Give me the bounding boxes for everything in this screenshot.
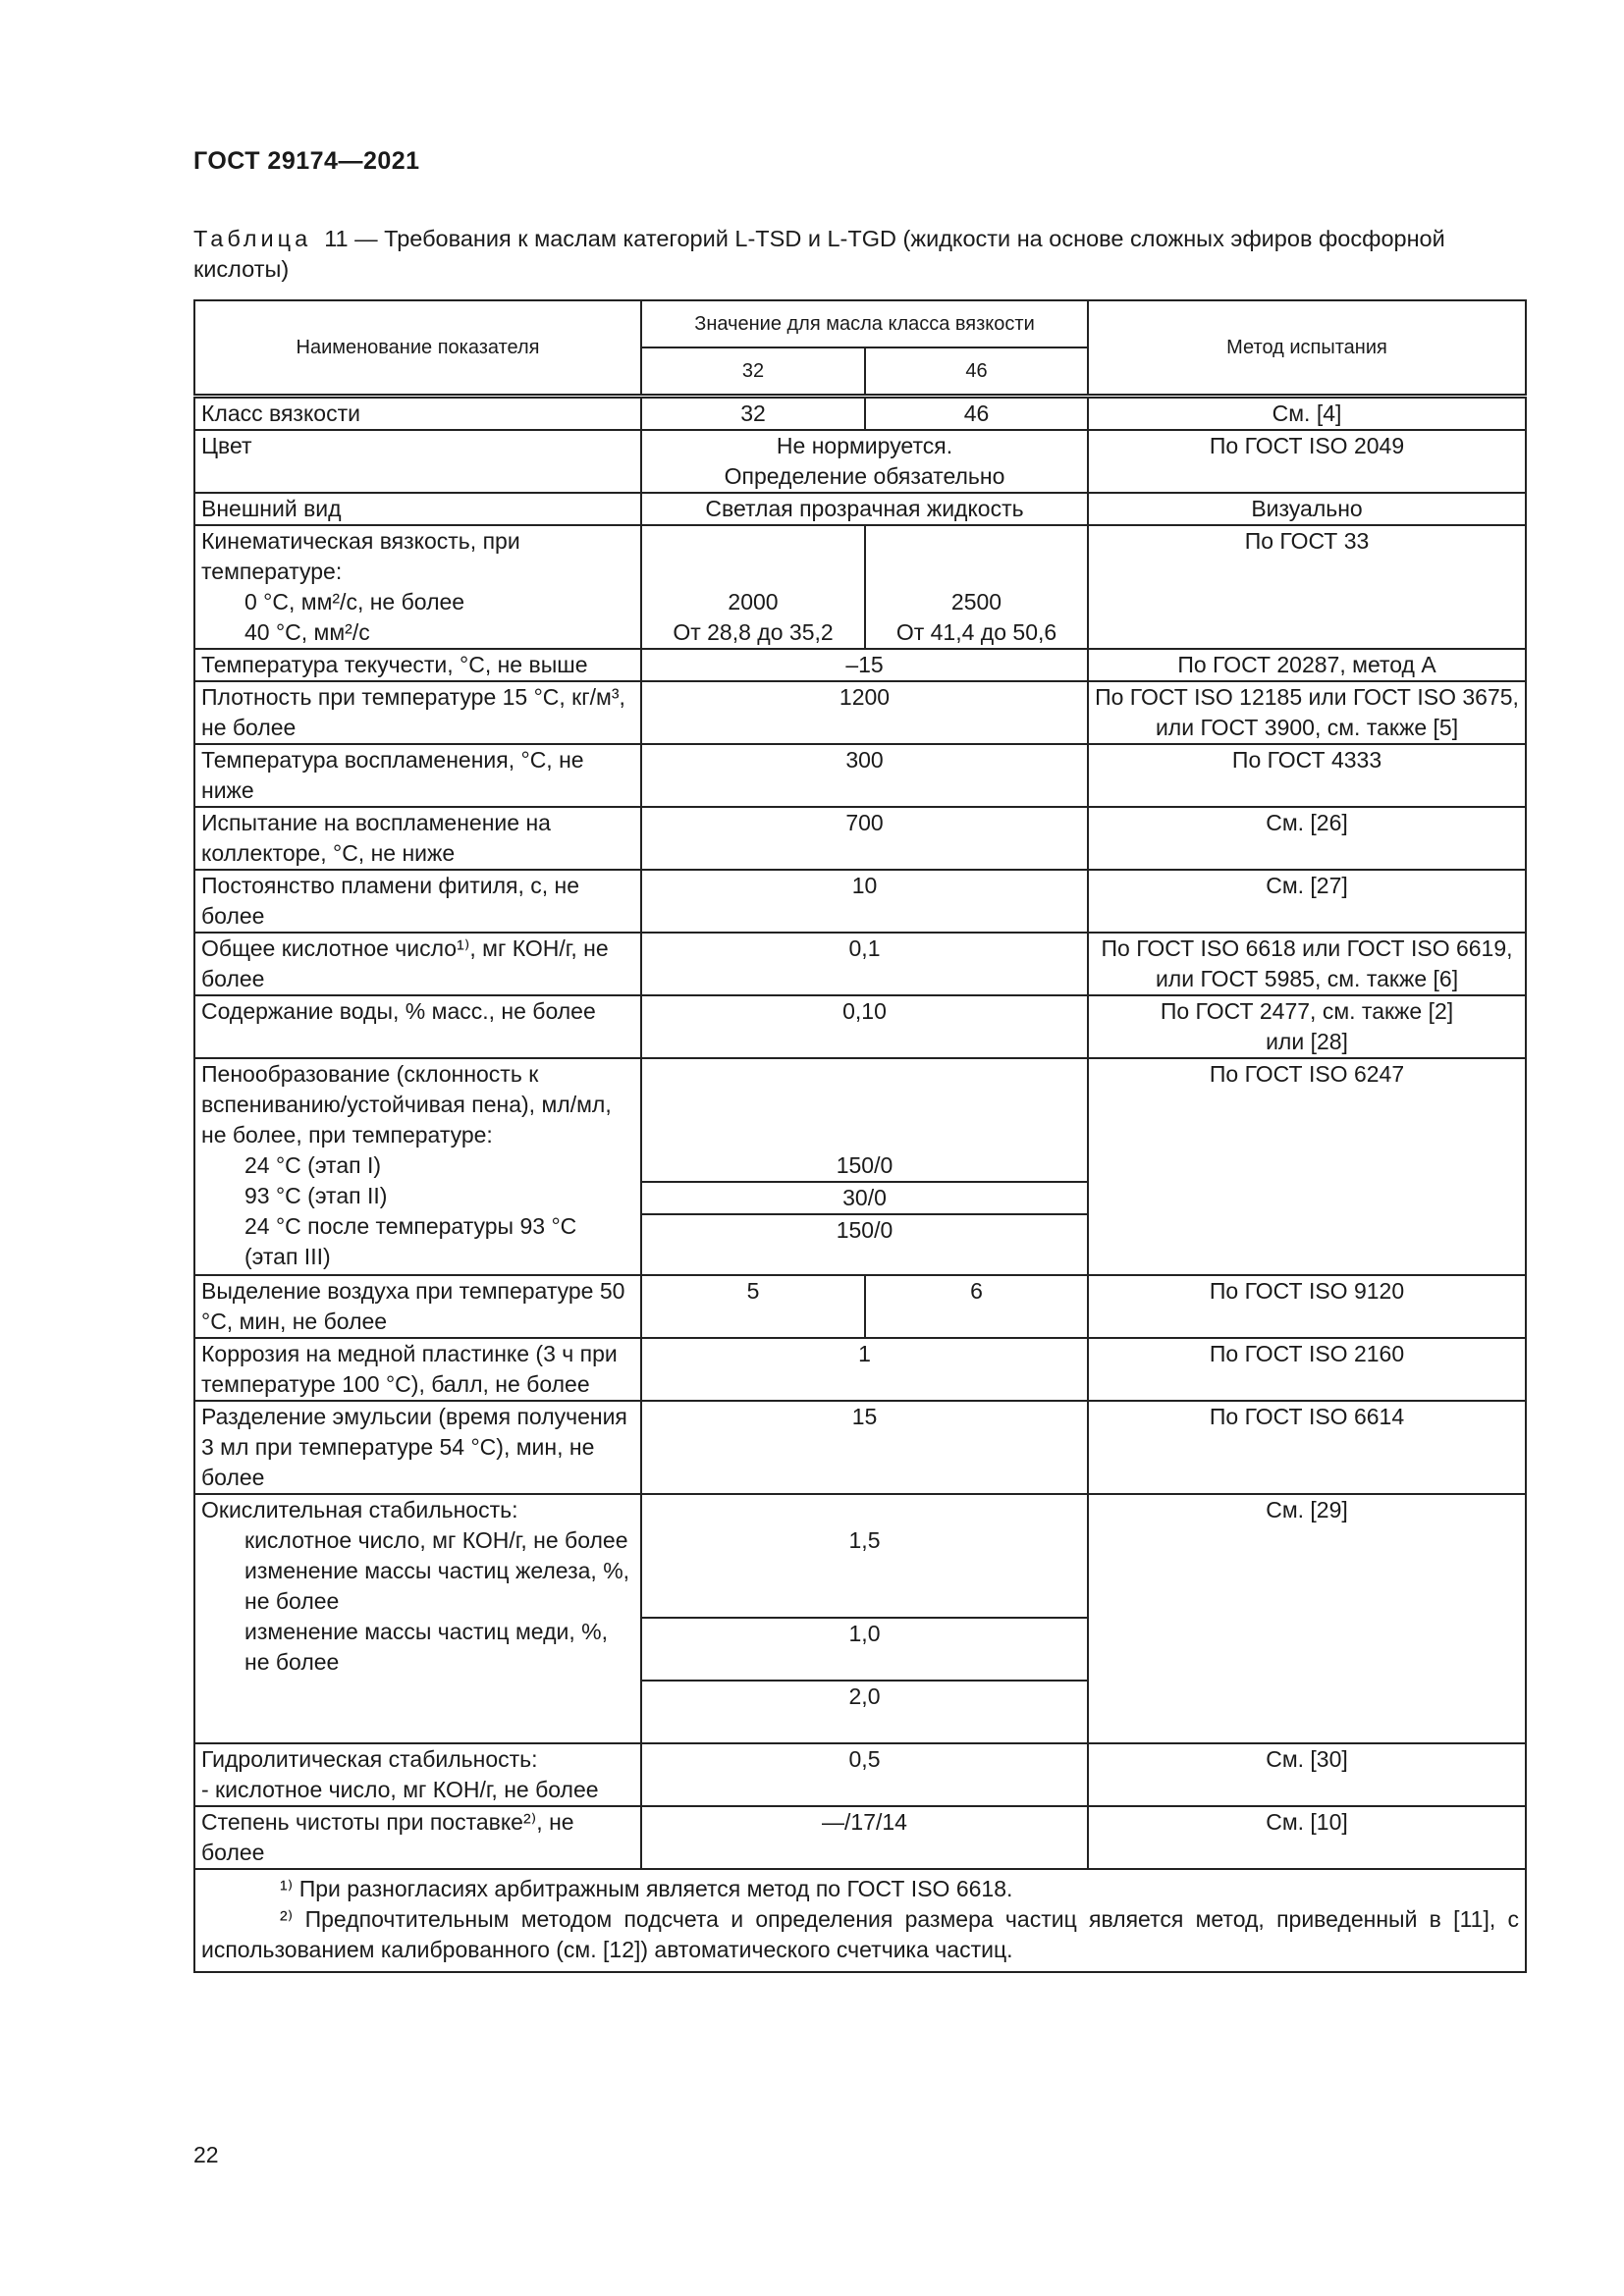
row-name (194, 525, 641, 649)
row-name: Постоянство пламени фитиля, с, не более (194, 870, 641, 933)
row-method: См. [29] (1088, 1494, 1526, 1743)
footnote-2: ²⁾ Предпочтительным методом подсчета и определения размера частиц является метод, приведенный в [11], с использованием калиброванного (см. [12]) автоматического счетчика частиц. (201, 1906, 1520, 1962)
row-sublabel: 93 °C (этап II) (244, 1183, 388, 1208)
row-method: По ГОСТ 33 (1088, 525, 1526, 649)
row-name: Коррозия на медной пластинке (3 ч при температуре 100 °C), балл, не более (194, 1338, 641, 1401)
row-sublabel: изменение массы частиц меди, %, не более (244, 1619, 608, 1675)
method-line: По ГОСТ 2477, см. также [2] (1160, 998, 1454, 1024)
row-label: Гидролитическая стабильность: (201, 1746, 538, 1772)
value-line: От 41,4 до 50,6 (895, 619, 1057, 645)
footnote-1: ¹⁾ При разногласиях арбитражным является метод по ГОСТ ISO 6618. (280, 1876, 1013, 1901)
header-parameter-name: Наименование показателя (194, 300, 641, 397)
value-46: 46 (865, 397, 1088, 431)
value-line: 2500 (950, 589, 1002, 614)
table-row (194, 807, 1526, 870)
row-value: 0,5 (641, 1743, 1088, 1806)
table-row (194, 870, 1526, 933)
row-value: 15 (641, 1401, 1088, 1494)
row-sublabel: - кислотное число, мг КОН/г, не более (201, 1777, 599, 1802)
table-row (194, 430, 1526, 493)
row-label: Окислительная стабильность: (201, 1497, 518, 1522)
value-line: От 28,8 до 35,2 (673, 619, 834, 645)
footnotes-row (194, 1869, 1526, 1972)
row-method: По ГОСТ ISO 9120 (1088, 1275, 1526, 1338)
row-name: Разделение эмульсии (время получения 3 мл при температуре 54 °C), мин, не более (194, 1401, 641, 1494)
row-method: По ГОСТ ISO 12185 или ГОСТ ISO 3675, или ГОСТ 3900, см. также [5] (1088, 681, 1526, 744)
row-value: 2,0 (641, 1681, 1088, 1743)
row-sublabel: 24 °C (этап I) (244, 1152, 382, 1178)
row-name: Плотность при температуре 15 °C, кг/м³, не более (194, 681, 641, 744)
row-name: Общее кислотное число¹⁾, мг КОН/г, не более (194, 933, 641, 995)
row-name: Класс вязкости (194, 397, 641, 431)
caption-word: Таблица (193, 226, 312, 251)
value-32 (641, 525, 865, 649)
header-value-group: Значение для масла класса вязкости (641, 300, 1088, 347)
row-name (194, 1494, 641, 1743)
document-code: ГОСТ 29174—2021 (193, 147, 420, 175)
table-row (194, 397, 1526, 431)
table-row (194, 493, 1526, 525)
row-name: Внешний вид (194, 493, 641, 525)
row-method: По ГОСТ ISO 6247 (1088, 1058, 1526, 1275)
row-value: 0,10 (641, 995, 1088, 1058)
caption-text: 11 — Требования к маслам категорий L-TSD и L-TGD (жидкости на основе сложных эфиров фосфорной кислоты) (193, 226, 1445, 282)
table-row (194, 1338, 1526, 1401)
row-value: 1,5 (641, 1494, 1088, 1618)
table-row (194, 933, 1526, 995)
row-method: Визуально (1088, 493, 1526, 525)
row-value: 10 (641, 870, 1088, 933)
row-name: Выделение воздуха при температуре 50 °C, мин, не более (194, 1275, 641, 1338)
table-row (194, 1058, 1526, 1182)
value-line: Не нормируется. (776, 433, 953, 458)
row-method: По ГОСТ ISO 2049 (1088, 430, 1526, 493)
header-test-method: Метод испытания (1088, 300, 1526, 397)
row-method: См. [27] (1088, 870, 1526, 933)
method-line: или [28] (1266, 1029, 1348, 1054)
row-method: По ГОСТ 20287, метод А (1088, 649, 1526, 681)
value-32: 5 (641, 1275, 865, 1338)
row-name: Цвет (194, 430, 641, 493)
row-sublabel: 0 °C, мм²/с, не более (244, 589, 465, 614)
table-caption (193, 224, 1519, 285)
table-row (194, 681, 1526, 744)
row-sublabel: кислотное число, мг КОН/г, не более (244, 1527, 628, 1553)
row-name: Степень чистоты при поставке²⁾, не более (194, 1806, 641, 1869)
row-sublabel: 24 °C после температуры 93 °C (этап III) (244, 1213, 577, 1269)
row-name: Содержание воды, % масс., не более (194, 995, 641, 1058)
page-number: 22 (193, 2142, 219, 2167)
row-value: 700 (641, 807, 1088, 870)
row-method: По ГОСТ 4333 (1088, 744, 1526, 807)
row-method: См. [4] (1088, 397, 1526, 431)
value-line: 2000 (728, 589, 779, 614)
table-row (194, 1806, 1526, 1869)
row-value: 1200 (641, 681, 1088, 744)
value-46 (865, 525, 1088, 649)
requirements-table (193, 299, 1527, 1973)
row-name: Температура текучести, °C, не выше (194, 649, 641, 681)
table-row (194, 744, 1526, 807)
row-value: 1,0 (641, 1618, 1088, 1681)
table-row (194, 1401, 1526, 1494)
row-method: См. [26] (1088, 807, 1526, 870)
footnotes (194, 1869, 1526, 1972)
row-method: См. [10] (1088, 1806, 1526, 1869)
row-value (641, 430, 1088, 493)
row-value: –15 (641, 649, 1088, 681)
row-label: Пенообразование (склонность к вспениванию/устойчивая пена), мл/мл, не более, при температуре: (201, 1061, 612, 1148)
value-46: 6 (865, 1275, 1088, 1338)
row-sublabel: 40 °C, мм²/с (244, 619, 370, 645)
row-name: Испытание на воспламенение на коллекторе, °C, не ниже (194, 807, 641, 870)
table-row (194, 525, 1526, 649)
row-name (194, 1058, 641, 1275)
row-value: 300 (641, 744, 1088, 807)
header-class-32: 32 (641, 347, 865, 397)
row-value: 150/0 (641, 1058, 1088, 1182)
row-method: По ГОСТ ISO 6618 или ГОСТ ISO 6619, или ГОСТ 5985, см. также [6] (1088, 933, 1526, 995)
table-row (194, 1275, 1526, 1338)
header-class-46: 46 (865, 347, 1088, 397)
row-value: —/17/14 (641, 1806, 1088, 1869)
row-value: 30/0 (641, 1182, 1088, 1214)
table-row (194, 649, 1526, 681)
value-32: 32 (641, 397, 865, 431)
row-method: По ГОСТ ISO 2160 (1088, 1338, 1526, 1401)
row-method: По ГОСТ ISO 6614 (1088, 1401, 1526, 1494)
table-row (194, 1494, 1526, 1618)
row-value: 0,1 (641, 933, 1088, 995)
row-label: Кинематическая вязкость, при температуре: (201, 528, 520, 584)
row-method (1088, 995, 1526, 1058)
value-line: Определение обязательно (724, 463, 1005, 489)
row-sublabel: изменение массы частиц железа, %, не более (244, 1558, 630, 1614)
row-name: Температура воспламенения, °C, не ниже (194, 744, 641, 807)
table-row (194, 995, 1526, 1058)
row-value: 150/0 (641, 1214, 1088, 1275)
row-value: 1 (641, 1338, 1088, 1401)
row-name (194, 1743, 641, 1806)
table-row (194, 1743, 1526, 1806)
row-value: Светлая прозрачная жидкость (641, 493, 1088, 525)
row-method: См. [30] (1088, 1743, 1526, 1806)
